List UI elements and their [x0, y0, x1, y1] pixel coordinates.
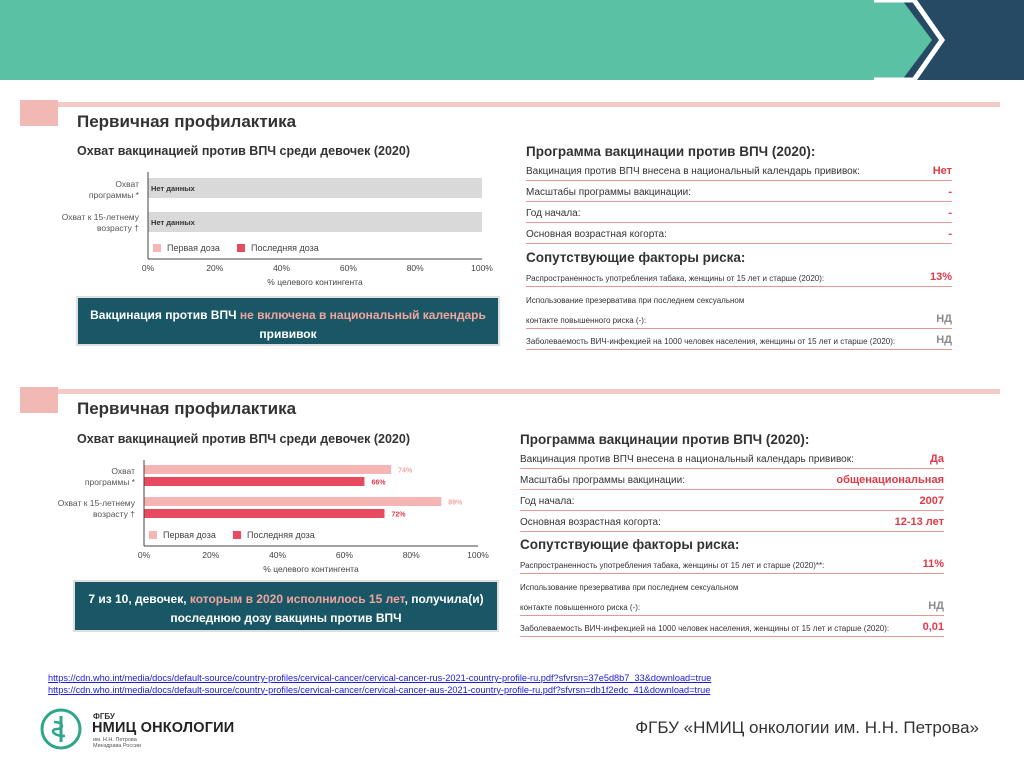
x-tick-label: 40%: [273, 263, 291, 273]
row-label: Масштабы программы вакцинации:: [520, 475, 685, 486]
chart-svg: [20, 450, 500, 580]
program-row: [526, 181, 952, 202]
logo-icon: [40, 708, 82, 750]
risk-title: Сопутствующие факторы риска:: [520, 537, 740, 552]
row-label: Использование презерватива при последнем сексуальном: [526, 296, 745, 305]
x-tick-labels: [142, 263, 493, 273]
bars-group: [144, 465, 463, 519]
program-row: [520, 511, 944, 532]
legend-swatch: [149, 531, 157, 539]
legend-label: Первая доза: [163, 530, 216, 540]
section-divider: [58, 102, 1000, 107]
row-value: НД: [936, 313, 952, 325]
row-value: общенациональная: [836, 474, 944, 486]
callout-highlight: не включена в национальный календарь: [239, 308, 486, 322]
callout-box: [76, 296, 500, 346]
legend-label: Последняя доза: [251, 243, 319, 253]
category-label: возрасту †: [93, 509, 135, 519]
risk-table: [526, 266, 952, 350]
category-label: Охват к 15-летнему: [61, 212, 139, 222]
category-label: программы *: [84, 477, 135, 487]
risk-row: [526, 308, 952, 329]
row-label: контакте повышенного риска (-):: [526, 316, 647, 325]
program-row: [526, 202, 952, 223]
row-label: Использование презерватива при последнем сексуальном: [520, 583, 739, 592]
program-table: [520, 448, 944, 532]
logo-title: НМИЦ ОНКОЛОГИИ: [92, 720, 235, 736]
chart-title: Охват вакцинацией против ВПЧ среди девочек (2020): [77, 432, 410, 446]
row-label: Год начала:: [526, 208, 581, 219]
bar-first-dose: [144, 497, 441, 506]
row-label: Вакцинация против ВПЧ внесена в национальный календарь прививок:: [520, 454, 854, 465]
callout-text: 7 из 10, девочек,: [88, 592, 190, 606]
source-link-rus[interactable]: https://cdn.who.int/media/docs/default-source/country-profiles/cervical-cancer/cervical-cancer-rus-2021-country-profile-ru.pdf?sfvrsn=37e5d8b7_33&download=true: [48, 673, 712, 683]
legend-swatch: [233, 531, 241, 539]
program-table: [526, 160, 952, 244]
row-value: НД: [928, 600, 944, 612]
bar-value-label: 72%: [391, 511, 406, 519]
risk-row: [520, 553, 944, 574]
source-link-aus[interactable]: https://cdn.who.int/media/docs/default-source/country-profiles/cervical-cancer/cervical-cancer-aus-2021-country-profile-ru.pdf?sfvrsn=db1f2edc_41&download=true: [48, 684, 711, 695]
x-tick-label: 0%: [137, 550, 151, 560]
callout-box: [73, 580, 499, 632]
row-label: Распространенность употребления табака, женщины от 15 лет и старше (2020)**:: [520, 561, 825, 570]
x-tick-label: 80%: [402, 550, 420, 560]
legend-first-dose: [149, 530, 216, 540]
legend-swatch: [237, 244, 245, 252]
category-label: Охват: [111, 466, 135, 476]
no-data-label: Нет данных: [151, 218, 195, 227]
x-tick-labels: [138, 550, 489, 560]
no-data-bar: [148, 212, 482, 232]
logo-org-type: ФГБУ: [93, 712, 115, 721]
bar-first-dose: [144, 465, 391, 474]
program-row: [520, 469, 944, 490]
coverage-chart: [20, 162, 500, 292]
category-label: Охват к 15-летнему: [57, 498, 135, 508]
row-value: 11%: [922, 558, 944, 570]
row-label: Заболеваемость ВИЧ-инфекцией на 1000 человек населения, женщины от 15 лет и старше (2020):: [520, 624, 890, 633]
row-label: контакте повышенного риска (-):: [520, 603, 641, 612]
row-value: -: [948, 207, 952, 219]
x-tick-label: 0%: [141, 263, 155, 273]
bar-value-label: 74%: [398, 467, 413, 475]
row-value: 12-13 лет: [894, 516, 944, 528]
chart-title: Охват вакцинацией против ВПЧ среди девочек (2020): [77, 144, 410, 158]
bar-value-label: 66%: [371, 479, 386, 487]
bar-last-dose: [144, 509, 384, 518]
row-label: Основная возрастная когорта:: [520, 517, 661, 528]
program-row: [520, 490, 944, 511]
row-value: -: [948, 228, 952, 240]
row-value: -: [948, 186, 952, 198]
row-value: 2007: [919, 495, 944, 507]
x-tick-label: 100%: [467, 550, 489, 560]
row-label: Распространенность употребления табака, женщины от 15 лет и старше (2020):: [526, 274, 825, 283]
callout-text: прививок: [259, 327, 317, 341]
program-title: Программа вакцинации против ВПЧ (2020):: [526, 144, 816, 159]
program-title: Программа вакцинации против ВПЧ (2020):: [520, 432, 810, 447]
legend-first-dose: [153, 243, 220, 253]
x-tick-label: 60%: [339, 263, 357, 273]
callout-highlight: которым в 2020 исполнилось 15 лет: [189, 592, 405, 606]
risk-table: [520, 553, 944, 637]
category-label: программы *: [88, 190, 139, 200]
row-value: 13%: [929, 271, 952, 283]
risk-row: [526, 329, 952, 350]
bar-value-label: 89%: [448, 499, 463, 507]
x-tick-label: 20%: [202, 550, 220, 560]
risk-title: Сопутствующие факторы риска:: [526, 250, 746, 265]
legend-last-dose: [237, 243, 319, 253]
x-axis-label: % целевого контингента: [267, 277, 363, 287]
row-label: Вакцинация против ВПЧ внесена в национальный календарь прививок:: [526, 166, 860, 177]
callout-text: Вакцинация против ВПЧ: [90, 308, 240, 322]
row-label: Масштабы программы вакцинации:: [526, 187, 691, 198]
no-data-bar: [148, 178, 482, 198]
section-australia: [20, 387, 1000, 649]
row-value: НД: [936, 334, 952, 346]
chart-svg: [20, 162, 500, 292]
x-tick-label: 80%: [406, 263, 424, 273]
section-marker: [20, 100, 58, 126]
callout-text: , получила(и) последнюю дозу вакцины против ВПЧ: [170, 592, 484, 625]
section-title: Первичная профилактика: [77, 399, 297, 418]
program-row: [526, 223, 952, 244]
section-marker: [20, 387, 58, 413]
source-links: [48, 673, 711, 696]
no-data-label: Нет данных: [151, 184, 195, 193]
legend-swatch: [153, 244, 161, 252]
banner-chevron: [874, 0, 1024, 80]
legend-label: Последняя доза: [247, 530, 315, 540]
legend-last-dose: [233, 530, 315, 540]
top-banner: [0, 0, 1024, 80]
category-label: возрасту †: [97, 223, 139, 233]
program-row: [526, 160, 952, 181]
row-value: Да: [930, 453, 944, 465]
section-russia: [20, 100, 1000, 362]
x-axis-label: % целевого контингента: [263, 564, 359, 574]
coverage-chart: [20, 450, 500, 580]
x-tick-label: 100%: [471, 263, 493, 273]
legend-label: Первая доза: [167, 243, 220, 253]
x-tick-label: 60%: [335, 550, 353, 560]
risk-row: [520, 616, 944, 637]
program-row: [520, 448, 944, 469]
category-label: Охват: [115, 179, 139, 189]
row-label: Год начала:: [520, 496, 575, 507]
row-value: Нет: [932, 165, 952, 177]
row-value: 0,01: [922, 621, 944, 633]
x-tick-label: 40%: [269, 550, 287, 560]
x-tick-label: 20%: [206, 263, 224, 273]
risk-row: [526, 287, 952, 308]
bar-last-dose: [144, 477, 364, 486]
risk-row: [526, 266, 952, 287]
footer-title: ФГБУ «НМИЦ онкологии им. Н.Н. Петрова»: [635, 718, 979, 737]
row-label: Основная возрастная когорта:: [526, 229, 667, 240]
risk-row: [520, 574, 944, 595]
logo-subtitle: им. Н.Н. Петрова Минздрава России: [93, 737, 141, 749]
risk-row: [520, 595, 944, 616]
section-title: Первичная профилактика: [77, 112, 297, 131]
section-divider: [58, 389, 1000, 394]
row-label: Заболеваемость ВИЧ-инфекцией на 1000 человек населения, женщины от 15 лет и старше (2020):: [526, 337, 896, 346]
